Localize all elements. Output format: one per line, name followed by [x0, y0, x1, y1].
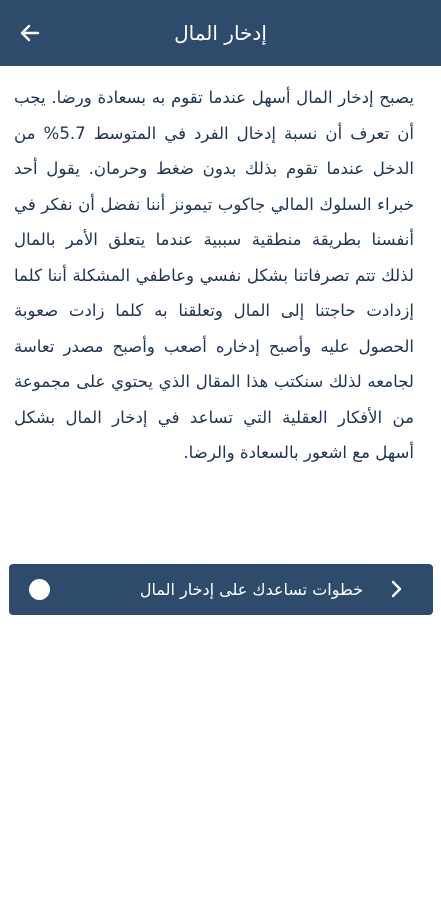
chevron-right-icon [385, 578, 407, 600]
saving-steps-button[interactable] [9, 564, 433, 615]
article-body: يصبح إدخار المال أسهل عندما تقوم به بسعادة ورضا. يجب أن تعرف أن نسبة إدخال الفرد في المتوسط 5.7% من الدخل عندما تقوم بذلك بدون ضغط وحرمان. يقول أحد خبراء السلوك المالي جاكوب تيمونز أننا نفضل أن نفكر في أنفسنا بطريقة منطقية سببية عندما يتعلق الأمر بالمال لذلك تتم تصرفاتنا بشكل نفسي وعاطفي المشكلة أننا كلما إزدادت حاجتنا إلى المال وتعلقنا به كلما زادت صعوبة الحصول عليه وأصبح إدخاره أصعب وأصبح مصدر تعاسة لجامعه لذلك سنكتب هذا المقال الذي يحتوي على مجموعة من الأفكار العقلية التي تساعد في إدخار المال بشكل أسهل مع اشعور بالسعادة والرضا. [14, 88, 415, 462]
app-bar [0, 0, 441, 66]
back-arrow-icon[interactable] [18, 21, 42, 45]
saving-steps-label: خطوات تساعدك على إدخار المال [139, 580, 363, 599]
page-title: إدخار المال [174, 21, 267, 45]
circle-dot-icon [29, 579, 50, 600]
